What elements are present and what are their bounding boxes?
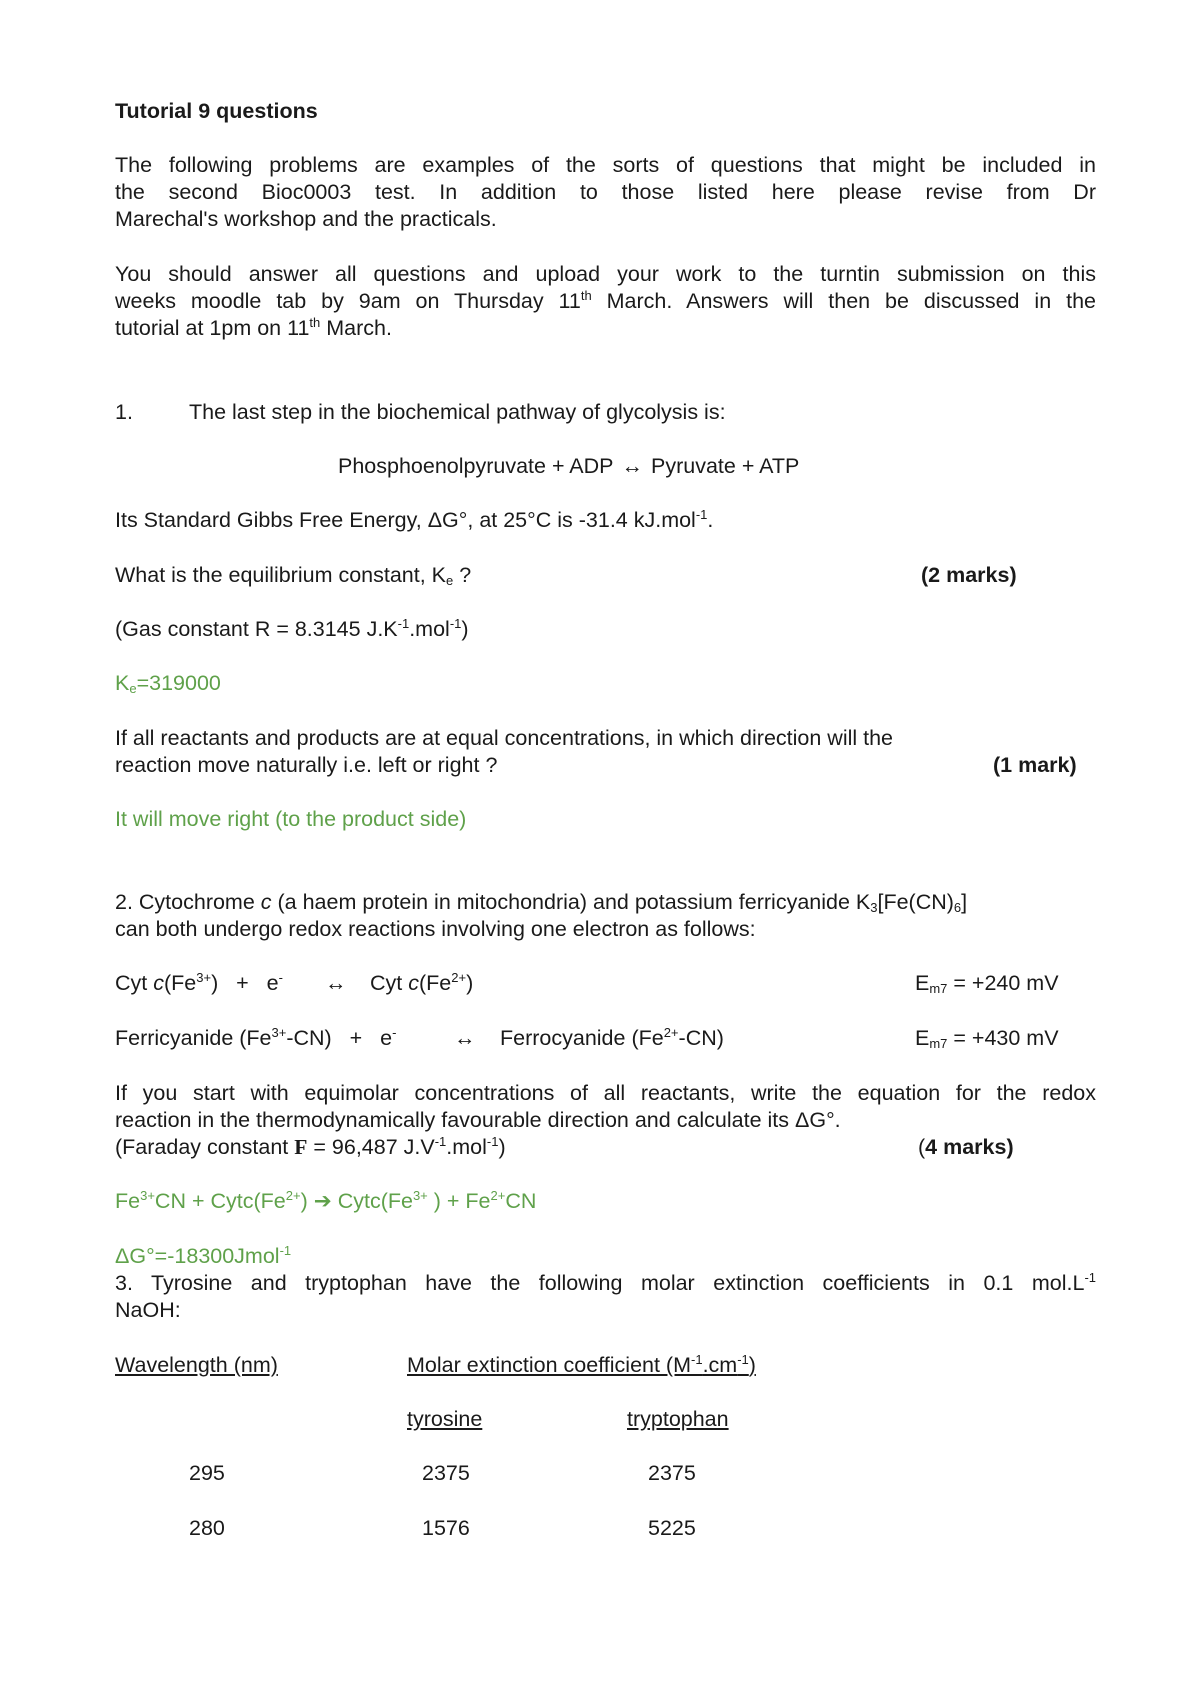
q1-answer-2: It will move right (to the product side) <box>115 807 467 831</box>
intro-paragraph-1 <box>115 152 1096 233</box>
page-title: Tutorial 9 questions <box>115 99 318 123</box>
q2-reaction-2-right: Ferrocyanide $(Fe^{2+}-CN)$ <box>500 1025 724 1050</box>
q2-answer-equation: $Fe^{3+}CN$ + $Cytc(Fe^{2+})$ ➔ $Cytc(Fe^{3+}$ ) + $Fe^{2+}CN$ <box>115 1188 537 1213</box>
table-cell-wavelength: 295 <box>189 1461 225 1485</box>
intro-line: You should answer all questions and upload your work to the turntin submission on this <box>115 262 1096 286</box>
q1-gibbs: Its Standard Gibbs Free Energy, ΔG°, at 25°C is -31.4 kJ.mol$^{-1}$. <box>115 507 714 532</box>
table-header-coefficient: Molar extinction coefficient $(M^{-1}.cm^{-1})$ <box>407 1352 756 1377</box>
table-header-wavelength: Wavelength (nm) <box>115 1353 278 1377</box>
q1-marks: (2 marks) <box>921 563 1017 587</box>
q2-reaction-2-left: Ferricyanide $(Fe^{3+}-CN) + e^-$ <box>115 1025 397 1050</box>
q2-line2: can both undergo redox reactions involving one electron as follows: <box>115 917 756 941</box>
intro-line: Marechal's workshop and the practicals. <box>115 207 497 231</box>
q3-intro-line: NaOH: <box>115 1298 181 1322</box>
table-cell-wavelength: 280 <box>189 1516 225 1540</box>
intro-line: the second Bioc0003 test. In addition to those listed here please revise from Dr <box>115 180 1096 204</box>
q1-gas-constant: (Gas constant R = 8.3145 $J.K^{-1}.mol^{-1}$) <box>115 616 469 641</box>
q2-paragraph-line: reaction in the thermodynamically favourable direction and calculate its ΔG°. <box>115 1108 841 1132</box>
intro-line: The following problems are examples of the sorts of questions that might be included in <box>115 153 1096 177</box>
q3-intro-line: 3. Tyrosine and tryptophan have the following molar extinction coefficients in 0.1 $mol.L^{-1}$ <box>115 1270 1096 1295</box>
q2-reaction-2-potential: $E_{m7} = +430$ mV <box>915 1026 1059 1051</box>
reversible-arrow-icon: ↔ <box>621 454 644 478</box>
q1-part2-line2: reaction move naturally i.e. left or right ? <box>115 753 498 777</box>
q1-text: The last step in the biochemical pathway of glycolysis is: <box>189 400 726 424</box>
table-cell-tryptophan: 2375 <box>648 1461 696 1485</box>
table-subheader-tryptophan: tryptophan <box>627 1407 729 1431</box>
intro-line: tutorial at 1pm on 11th March. <box>115 315 392 340</box>
table-cell-tryptophan: 5225 <box>648 1516 696 1540</box>
q1-answer-1: $K_e=319000$ <box>115 671 221 696</box>
q2-answer-gibbs: ΔG°=-18300Jmol$^{-1}$ <box>115 1243 292 1268</box>
q1-part2-marks: (1 mark) <box>993 753 1077 777</box>
reversible-arrow-icon: ↔ <box>325 971 347 995</box>
table-subheader-tyrosine: tyrosine <box>407 1407 483 1431</box>
q2-marks: (4 marks) <box>918 1135 1014 1159</box>
q1-part2-line1: If all reactants and products are at equal concentrations, in which direction will the <box>115 726 894 750</box>
q3-intro <box>115 1270 1096 1324</box>
table-cell-tyrosine: 2375 <box>422 1461 470 1485</box>
q2-line1: 2. Cytochrome c (a haem protein in mitochondria) and potassium ferricyanide $K_3[Fe(CN)_6]$ <box>115 890 968 915</box>
q1-equation: Phosphoenolpyruvate + ADP ↔ Pyruvate + ATP <box>338 454 800 478</box>
q1-question: What is the equilibrium constant, $K_e$ ? <box>115 563 472 588</box>
q1-number: 1. <box>115 400 133 424</box>
q2-paragraph-line: (Faraday constant F = 96,487 $J.V^{-1}.mol^{-1}$) <box>115 1134 506 1159</box>
intro-paragraph-2 <box>115 261 1096 342</box>
reversible-arrow-icon: ↔ <box>454 1026 476 1050</box>
q2-reaction-1-left: Cyt $c(Fe^{3+}) + e^-$ <box>115 970 283 995</box>
q2-paragraph-line: If you start with equimolar concentrations of all reactants, write the equation for the redox <box>115 1081 1096 1105</box>
intro-line: weeks moodle tab by 9am on Thursday 11th March. Answers will then be discussed in the <box>115 288 1096 313</box>
right-arrow-icon: ➔ <box>313 1189 332 1213</box>
q2-reaction-1-potential: $E_{m7} = +240$ mV <box>915 971 1059 996</box>
q2-reaction-1-right: Cyt $c(Fe^{2+})$ <box>370 970 474 995</box>
table-cell-tyrosine: 1576 <box>422 1516 470 1540</box>
